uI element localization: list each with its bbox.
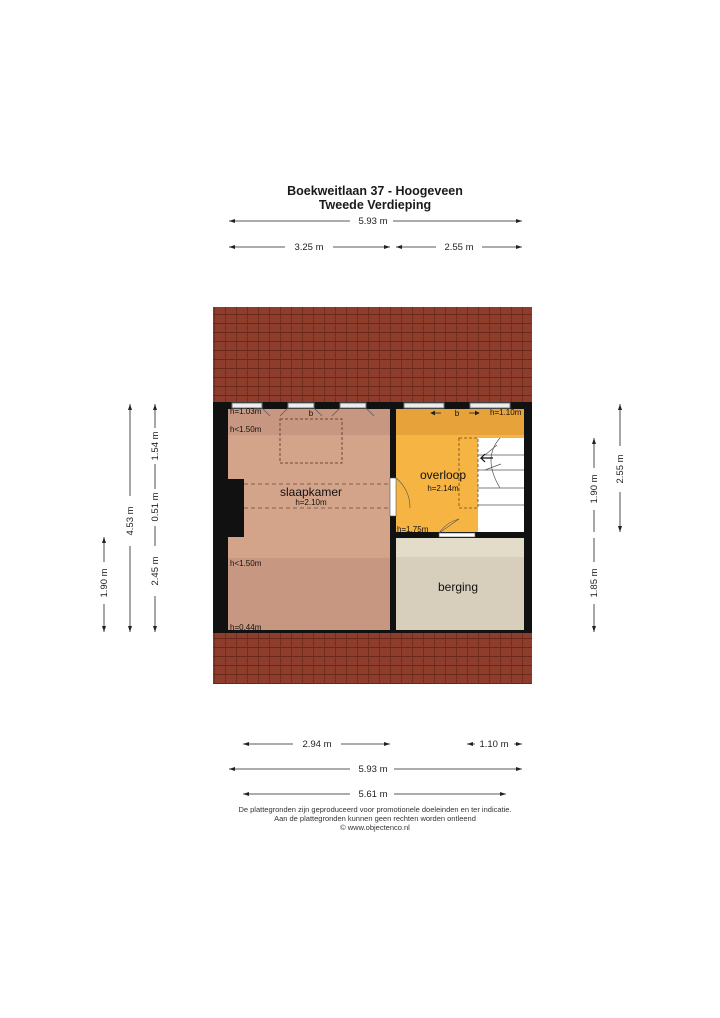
svg-text:2.55 m: 2.55 m [444,242,474,253]
svg-text:2.45 m: 2.45 m [150,556,161,586]
svg-text:1.90 m: 1.90 m [99,568,110,598]
room-height-overloop: h=2.14m [427,484,459,493]
svg-text:1.85 m: 1.85 m [589,568,600,598]
roof-top [213,307,532,402]
height-label: h<1.50m [230,559,262,568]
dim-bottom-outer [243,789,506,800]
height-label: h=1.75m [397,525,429,534]
dim-left-outer-lower [99,537,110,632]
slaapkamer-floor-low-bottom [228,558,390,630]
dim-left-inner [150,404,161,632]
svg-text:5.61 m: 5.61 m [358,789,388,800]
stairwell [478,438,524,532]
room-label-overloop: overloop [419,468,467,482]
roof-bottom [213,633,532,684]
dim-bottom-total [229,764,522,775]
dim-right-outer [615,404,626,532]
dim-bottom-left [243,739,390,750]
svg-text:5.93 m: 5.93 m [358,216,388,227]
dim-right-inner [589,438,600,632]
dim-bottom-right [467,739,522,750]
marker-b: b [308,409,314,418]
svg-text:1.10 m: 1.10 m [479,739,509,750]
svg-text:1.54 m: 1.54 m [150,431,161,461]
height-label: h=1.10m [490,408,522,417]
disclaimer-line-2: Aan de plattegronden kunnen geen rechten worden ontleend [274,814,476,823]
plan-floor: Tweede Verdieping [318,198,432,212]
svg-text:2.94 m: 2.94 m [302,739,332,750]
height-label: h=0.44m [230,623,262,632]
dim-top-total [229,216,522,227]
berging-floor-low [396,538,524,557]
chimney [228,479,244,537]
disclaimer-line-1: De plattegronden zijn geproduceerd voor promotionele doeleinden en ter indicatie. [238,805,512,814]
svg-text:1.90 m: 1.90 m [589,474,600,504]
svg-text:4.53 m: 4.53 m [125,506,136,536]
room-label-slaapkamer: slaapkamer [279,485,343,499]
dim-top-left [229,242,390,253]
height-label: h=1.03m [230,407,262,416]
room-height-slaapkamer: h=2.10m [295,498,327,507]
interior-wall [390,402,396,633]
svg-text:3.25 m: 3.25 m [294,242,324,253]
svg-text:2.55 m: 2.55 m [615,454,626,484]
svg-text:0.51 m: 0.51 m [150,492,161,522]
dim-left-outer-total [125,404,136,632]
copyright: © www.objectenco.nl [340,823,410,832]
plan-address: Boekweitlaan 37 - Hoogeveen [287,184,463,198]
dim-top-right [396,242,522,253]
svg-text:5.93 m: 5.93 m [358,764,388,775]
room-label-berging: berging [437,580,479,594]
marker-b: b [454,409,460,418]
height-label: h<1.50m [230,425,262,434]
